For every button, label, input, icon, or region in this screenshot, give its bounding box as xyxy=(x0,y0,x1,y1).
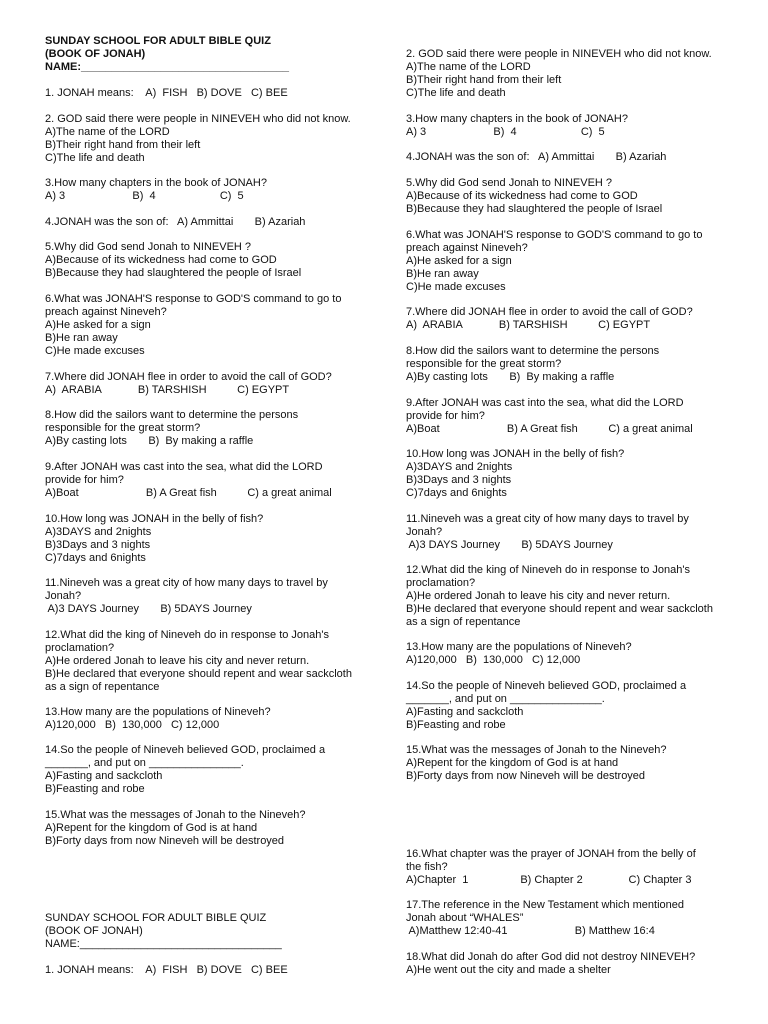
quiz-subtitle: (BOOK OF JONAH) xyxy=(45,924,143,937)
question-text: preach against Nineveh? xyxy=(406,241,528,254)
question-17 xyxy=(406,899,751,938)
question-text: 8.How did the sailors want to determine the persons xyxy=(45,409,299,421)
question-6 xyxy=(406,229,751,294)
answer-option: B)He ran away xyxy=(406,267,479,280)
question-text: 10.How long was JONAH in the belly of fish? xyxy=(406,448,625,460)
question-text: _______, and put on _______________. xyxy=(45,756,244,769)
question-text: 15.What was the messages of Jonah to the Nineveh? xyxy=(406,744,667,756)
question-13 xyxy=(406,641,751,667)
answer-option: A)He went out the city and made a shelter xyxy=(406,963,611,976)
answer-options: A)120,000 B) 130,000 C) 12,000 xyxy=(45,718,220,731)
question-text: Jonah? xyxy=(406,525,443,538)
question-12 xyxy=(406,564,751,629)
answer-option: B)Because they had slaughtered the people of Israel xyxy=(406,202,663,215)
answer-options: A)Boat B) A Great fish C) a great animal xyxy=(45,486,332,499)
question-text: provide for him? xyxy=(45,473,124,486)
answer-options: A)Matthew 12:40-41 B) Matthew 16:4 xyxy=(406,924,655,937)
answer-option: A)Fasting and sackcloth xyxy=(406,705,524,718)
answer-option: A)He ordered Jonah to leave his city and never return. xyxy=(45,654,310,667)
quiz-subtitle: (BOOK OF JONAH) xyxy=(45,47,146,60)
answer-option: C)7days and 6nights xyxy=(406,486,507,499)
question-text: 17.The reference in the New Testament which mentioned xyxy=(406,899,685,911)
question-2 xyxy=(45,113,375,165)
answer-option: B)Their right hand from their left xyxy=(45,138,201,151)
answer-option: A)Because of its wickedness had come to GOD xyxy=(45,253,277,266)
question-text: 2. GOD said there were people in NINEVEH who did not know. xyxy=(45,113,351,125)
question-text: 7.Where did JONAH flee in order to avoid the call of GOD? xyxy=(45,371,332,383)
answer-options: A) 3 B) 4 C) 5 xyxy=(406,125,605,138)
question-15 xyxy=(45,809,375,848)
question-14 xyxy=(45,744,375,796)
question-14 xyxy=(406,680,751,732)
question-text: 14.So the people of Nineveh believed GOD, proclaimed a xyxy=(406,680,687,692)
question-11 xyxy=(45,577,375,616)
quiz-header-repeat xyxy=(45,912,282,951)
question-text: 5.Why did God send Jonah to NINEVEH ? xyxy=(45,241,252,253)
question-text: 13.How many are the populations of Nineveh? xyxy=(406,641,632,653)
answer-option: A)He asked for a sign xyxy=(45,318,151,331)
question-text: 12.What did the king of Nineveh do in response to Jonah's xyxy=(45,629,330,641)
question-8 xyxy=(406,345,751,384)
question-text: 3.How many chapters in the book of JONAH? xyxy=(406,113,628,125)
question-text: 5.Why did God send Jonah to NINEVEH ? xyxy=(406,177,613,189)
question-1 xyxy=(45,87,375,100)
answer-option: A)The name of the LORD xyxy=(406,60,531,73)
answer-option: C)He made excuses xyxy=(45,344,145,357)
name-line: NAME:__________________________________ xyxy=(45,60,290,73)
question-6 xyxy=(45,293,375,358)
question-text: proclamation? xyxy=(406,576,476,589)
answer-option: A)He ordered Jonah to leave his city and never return. xyxy=(406,589,671,602)
question-text: 6.What was JONAH'S response to GOD'S command to go to xyxy=(406,229,703,241)
question-text: the fish? xyxy=(406,860,448,873)
question-10 xyxy=(45,513,375,565)
answer-options: A)3 DAYS Journey B) 5DAYS Journey xyxy=(406,538,613,551)
answer-option: A)The name of the LORD xyxy=(45,125,170,138)
answer-option: B)Their right hand from their left xyxy=(406,73,562,86)
question-text: 6.What was JONAH'S response to GOD'S command to go to xyxy=(45,293,342,305)
question-text: Jonah about “WHALES” xyxy=(406,911,524,924)
answer-option: as a sign of repentance xyxy=(406,615,521,628)
question-12 xyxy=(45,629,375,694)
question-text: 12.What did the king of Nineveh do in response to Jonah's xyxy=(406,564,691,576)
quiz-title: SUNDAY SCHOOL FOR ADULT BIBLE QUIZ xyxy=(45,35,271,47)
answer-option: A)Repent for the kingdom of God is at hand xyxy=(406,756,619,769)
question-text: responsible for the great storm? xyxy=(45,421,201,434)
question-7 xyxy=(45,371,375,397)
question-16 xyxy=(406,848,751,887)
question-text: 1. JONAH means: A) FISH B) DOVE C) BEE xyxy=(45,964,288,976)
question-text: proclamation? xyxy=(45,641,115,654)
answer-option: A)He asked for a sign xyxy=(406,254,512,267)
question-text: 9.After JONAH was cast into the sea, what did the LORD xyxy=(45,461,323,473)
answer-options: A)3 DAYS Journey B) 5DAYS Journey xyxy=(45,602,252,615)
question-5 xyxy=(45,241,375,280)
answer-options: A)120,000 B) 130,000 C) 12,000 xyxy=(406,653,581,666)
answer-options: A)Boat B) A Great fish C) a great animal xyxy=(406,422,693,435)
answer-options: A)By casting lots B) By making a raffle xyxy=(406,370,615,383)
answer-option: as a sign of repentance xyxy=(45,680,160,693)
answer-options: A)Chapter 1 B) Chapter 2 C) Chapter 3 xyxy=(406,873,692,886)
question-text: 18.What did Jonah do after God did not destroy NINEVEH? xyxy=(406,951,696,963)
question-4 xyxy=(406,151,751,164)
question-8 xyxy=(45,409,375,448)
name-line: NAME:_________________________________ xyxy=(45,937,282,950)
question-13 xyxy=(45,706,375,732)
question-1-repeat xyxy=(45,964,375,977)
answer-option: B)He declared that everyone should repent and wear sackcloth xyxy=(45,667,352,680)
question-text: 14.So the people of Nineveh believed GOD, proclaimed a xyxy=(45,744,326,756)
question-text: 4.JONAH was the son of: A) Ammittai B) Azariah xyxy=(406,151,667,163)
question-text: _______, and put on _______________. xyxy=(406,692,605,705)
question-3 xyxy=(406,113,751,139)
answer-option: C)The life and death xyxy=(45,151,145,164)
answer-options: A) ARABIA B) TARSHISH C) EGYPT xyxy=(45,383,290,396)
answer-option: B)Forty days from now Nineveh will be destroyed xyxy=(406,769,646,782)
question-text: 4.JONAH was the son of: A) Ammittai B) Azariah xyxy=(45,216,306,228)
answer-option: B)3Days and 3 nights xyxy=(45,538,151,551)
answer-option: B)Forty days from now Nineveh will be destroyed xyxy=(45,834,285,847)
question-text: 13.How many are the populations of Nineveh? xyxy=(45,706,271,718)
answer-option: B)He declared that everyone should repent and wear sackcloth xyxy=(406,602,713,615)
answer-option: A)Fasting and sackcloth xyxy=(45,769,163,782)
answer-option: B)Feasting and robe xyxy=(406,718,506,731)
question-3 xyxy=(45,177,375,203)
question-5 xyxy=(406,177,751,216)
question-18 xyxy=(406,951,751,977)
quiz-title: SUNDAY SCHOOL FOR ADULT BIBLE QUIZ xyxy=(45,912,267,924)
question-10 xyxy=(406,448,751,500)
answer-options: A)By casting lots B) By making a raffle xyxy=(45,434,254,447)
answer-option: B)Feasting and robe xyxy=(45,782,145,795)
question-text: responsible for the great storm? xyxy=(406,357,562,370)
question-2 xyxy=(406,48,751,100)
question-text: 7.Where did JONAH flee in order to avoid the call of GOD? xyxy=(406,306,693,318)
question-text: 9.After JONAH was cast into the sea, what did the LORD xyxy=(406,397,684,409)
answer-options: A) ARABIA B) TARSHISH C) EGYPT xyxy=(406,318,651,331)
question-text: 11.Nineveh was a great city of how many days to travel by xyxy=(406,513,689,525)
question-text: 1. JONAH means: A) FISH B) DOVE C) BEE xyxy=(45,87,288,99)
answer-option: B)3Days and 3 nights xyxy=(406,473,512,486)
answer-option: C)7days and 6nights xyxy=(45,551,146,564)
question-11 xyxy=(406,513,751,552)
answer-options: A) 3 B) 4 C) 5 xyxy=(45,189,244,202)
answer-option: C)He made excuses xyxy=(406,280,506,293)
answer-option: A)3DAYS and 2nights xyxy=(406,460,513,473)
question-9 xyxy=(406,397,751,436)
question-7 xyxy=(406,306,751,332)
question-text: 8.How did the sailors want to determine the persons xyxy=(406,345,660,357)
answer-option: B)He ran away xyxy=(45,331,118,344)
question-text: 10.How long was JONAH in the belly of fish? xyxy=(45,513,264,525)
question-text: provide for him? xyxy=(406,409,485,422)
question-text: 16.What chapter was the prayer of JONAH from the belly of xyxy=(406,848,696,860)
answer-option: A)Repent for the kingdom of God is at hand xyxy=(45,821,258,834)
answer-option: A)3DAYS and 2nights xyxy=(45,525,152,538)
answer-option: B)Because they had slaughtered the people of Israel xyxy=(45,266,302,279)
question-text: preach against Nineveh? xyxy=(45,305,167,318)
question-text: 11.Nineveh was a great city of how many days to travel by xyxy=(45,577,328,589)
question-4 xyxy=(45,216,375,229)
question-text: Jonah? xyxy=(45,589,82,602)
question-text: 3.How many chapters in the book of JONAH? xyxy=(45,177,267,189)
answer-option: A)Because of its wickedness had come to GOD xyxy=(406,189,638,202)
question-9 xyxy=(45,461,375,500)
quiz-header xyxy=(45,35,289,74)
question-text: 2. GOD said there were people in NINEVEH who did not know. xyxy=(406,48,712,60)
question-text: 15.What was the messages of Jonah to the Nineveh? xyxy=(45,809,306,821)
question-15 xyxy=(406,744,751,783)
answer-option: C)The life and death xyxy=(406,86,506,99)
